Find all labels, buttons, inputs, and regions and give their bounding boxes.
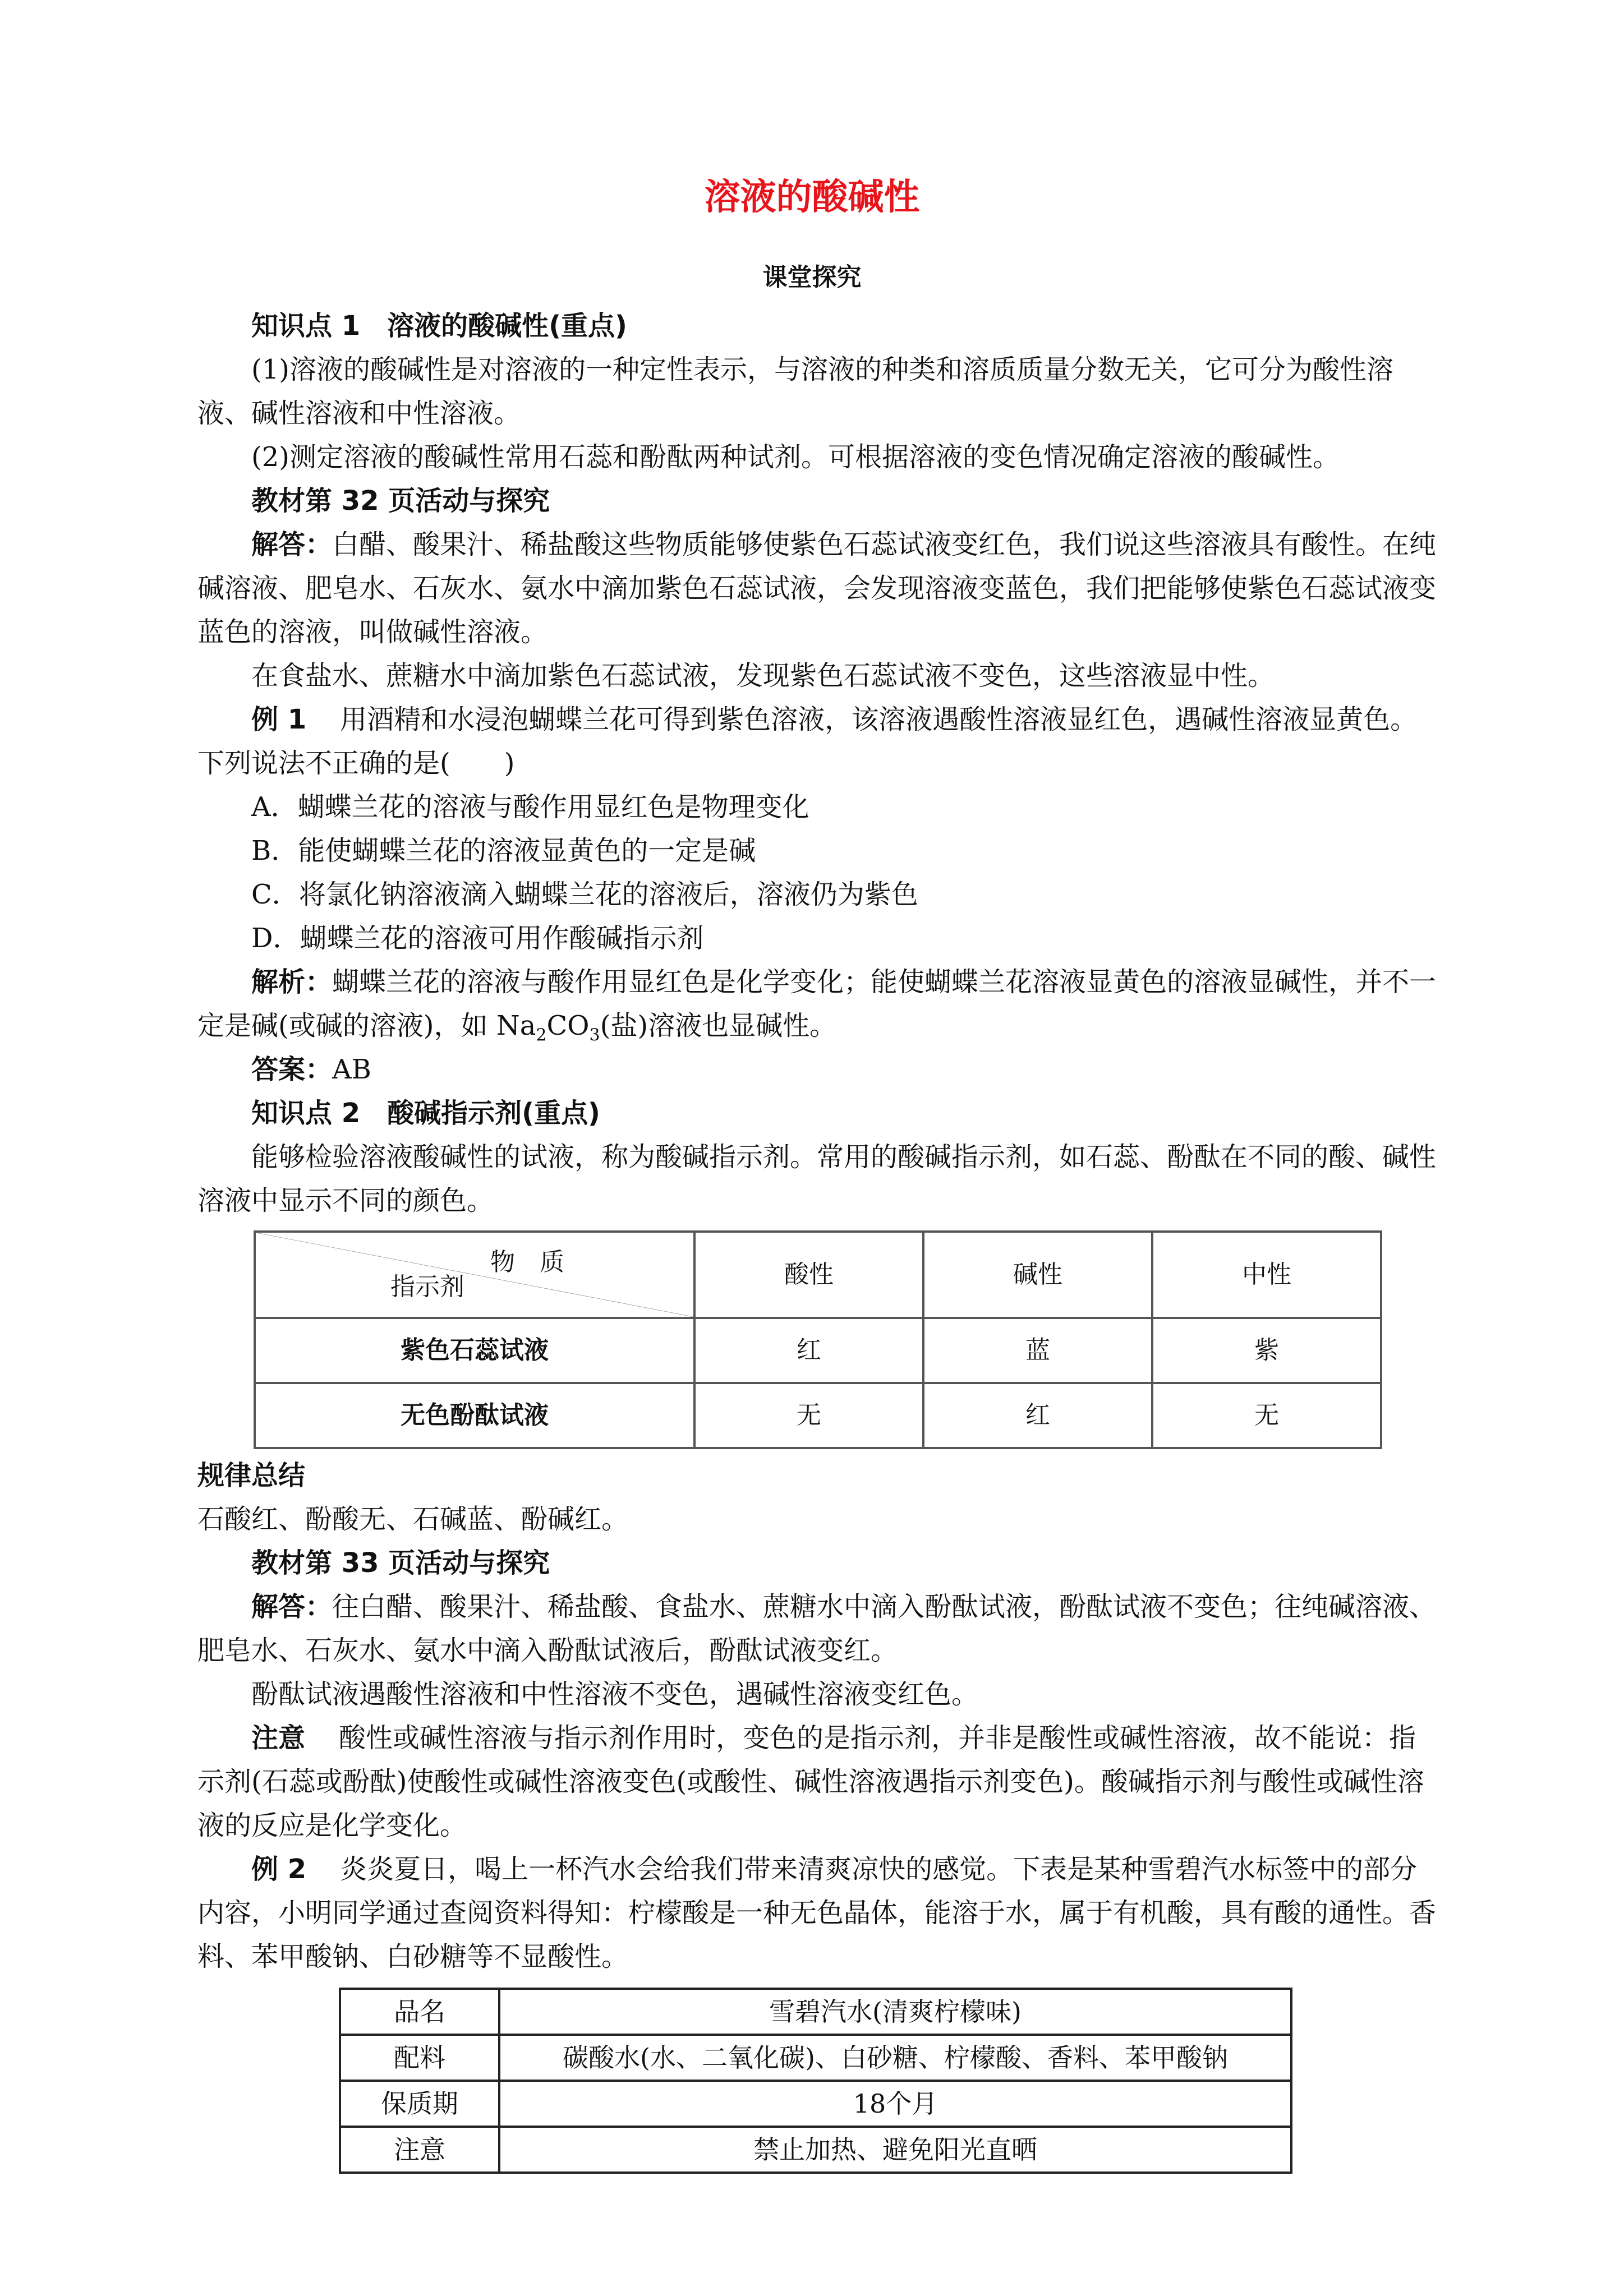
table-row	[340, 2127, 1291, 2173]
label-key: 注意	[340, 2127, 499, 2173]
note-text: 酸性或碱性溶液与指示剂作用时，变色的是指示剂，并非是酸性或碱性溶液，故不能说：指示剂(石蕊或酚酞)使酸性或碱性溶液变色(或酸性、碱性溶液遇指示剂变色)。酸碱指示剂与酸性或碱性溶液的反应是化学变化。	[197, 1722, 1424, 1841]
table-row	[255, 1318, 1381, 1383]
example-1-option-b: B．能使蝴蝶兰花的溶液显黄色的一定是碱	[251, 835, 756, 866]
corner-top-label: 物 质	[490, 1248, 564, 1276]
table-row	[340, 2081, 1291, 2127]
document-body	[197, 304, 1437, 2174]
column-header: 酸性	[694, 1232, 923, 1318]
answer-value: AB	[332, 1054, 371, 1085]
page-title: 溶液的酸碱性	[704, 177, 920, 218]
knowledge-point-2-heading: 知识点 2 酸碱指示剂(重点)	[251, 1098, 600, 1129]
activity-33-para-2: 酚酞试液遇酸性溶液和中性溶液不变色，遇碱性溶液变红色。	[251, 1679, 979, 1710]
example-1-answer	[197, 1048, 1437, 1091]
answer-text: 往白醋、酸果汁、稀盐酸、食盐水、蔗糖水中滴入酚酞试液，酚酞试液不变色；往纯碱溶液、肥皂水、石灰水、氨水中滴入酚酞试液后，酚酞试液变红。	[197, 1591, 1437, 1666]
activity-32-para-2: 在食盐水、蔗糖水中滴加紫色石蕊试液，发现紫色石蕊试液不变色，这些溶液显中性。	[251, 660, 1275, 691]
table-cell: 红	[694, 1318, 923, 1383]
example-1-analysis	[197, 960, 1437, 1048]
note-label: 注意	[251, 1722, 306, 1754]
activity-33-note	[197, 1716, 1437, 1847]
analysis-text: 蝴蝶兰花的溶液与酸作用显红色是化学变化；能使蝴蝶兰花溶液显黄色的溶液显碱性，并不一定是碱(或碱的溶液)，如 Na	[197, 966, 1437, 1041]
knowledge-point-1-para-2: (2)测定溶液的酸碱性常用石蕊和酚酞两种试剂。可根据溶液的变色情况确定溶液的酸碱性。	[251, 441, 1340, 473]
diagonal-divider	[256, 1233, 693, 1317]
knowledge-point-2-para-1: 能够检验溶液酸碱性的试液，称为酸碱指示剂。常用的酸碱指示剂，如石蕊、酚酞在不同的酸、碱性溶液中显示不同的颜色。	[197, 1141, 1437, 1216]
row-header: 无色酚酞试液	[255, 1383, 694, 1448]
table-corner-cell	[255, 1232, 694, 1318]
summary-text: 石酸红、酚酸无、石碱蓝、酚碱红。	[197, 1504, 629, 1535]
activity-33-answer	[197, 1585, 1437, 1672]
table-row	[255, 1383, 1381, 1448]
example-label: 例 1	[251, 704, 307, 735]
column-header: 碱性	[923, 1232, 1152, 1318]
answer-label: 答案：	[251, 1054, 333, 1085]
analysis-label: 解析：	[251, 966, 333, 998]
analysis-text-end: (盐)溶液也显碱性。	[600, 1010, 837, 1041]
example-stem-text: 用酒精和水浸泡蝴蝶兰花可得到紫色溶液，该溶液遇酸性溶液显红色，遇碱性溶液显黄色。下列说法不正确的是( )	[197, 704, 1418, 779]
corner-bottom-label: 指示剂	[390, 1273, 464, 1301]
table-cell: 红	[923, 1383, 1152, 1448]
summary-heading: 规律总结	[197, 1460, 306, 1491]
section-subtitle: 课堂探究	[762, 263, 862, 292]
label-key: 品名	[340, 1989, 499, 2035]
answer-text: 白醋、酸果汁、稀盐酸这些物质能够使紫色石蕊试液变红色，我们说这些溶液具有酸性。在纯碱溶液、肥皂水、石灰水、氨水中滴加紫色石蕊试液，会发现溶液变蓝色，我们把能够使紫色石蕊试液变蓝色的溶液，叫做碱性溶液。	[197, 529, 1437, 648]
label-key: 保质期	[340, 2081, 499, 2127]
table-cell: 紫	[1152, 1318, 1381, 1383]
example-1-option-c: C．将氯化钠溶液滴入蝴蝶兰花的溶液后，溶液仍为紫色	[251, 879, 918, 910]
table-header-row	[255, 1232, 1381, 1318]
analysis-formula: CO	[546, 1010, 590, 1041]
table-row	[340, 1989, 1291, 2035]
activity-32-heading: 教材第 32 页活动与探究	[251, 485, 550, 517]
label-value: 18个月	[499, 2081, 1291, 2127]
table-row	[340, 2035, 1291, 2081]
activity-33-heading: 教材第 33 页活动与探究	[251, 1547, 550, 1579]
example-1-option-d: D．蝴蝶兰花的溶液可用作酸碱指示剂	[251, 923, 704, 954]
label-value: 雪碧汽水(清爽柠檬味)	[499, 1989, 1291, 2035]
column-header: 中性	[1152, 1232, 1381, 1318]
subscript: 3	[589, 1025, 600, 1045]
row-header: 紫色石蕊试液	[255, 1318, 694, 1383]
subscript: 2	[536, 1025, 547, 1045]
example-stem-text: 炎炎夏日，喝上一杯汽水会给我们带来清爽凉快的感觉。下表是某种雪碧汽水标签中的部分内容，小明同学通过查阅资料得知：柠檬酸是一种无色晶体，能溶于水，属于有机酸，具有酸的通性。香料、苯甲酸钠、白砂糖等不显酸性。	[197, 1854, 1437, 1972]
table-cell: 无	[1152, 1383, 1381, 1448]
answer-label: 解答：	[251, 529, 333, 560]
label-value: 碳酸水(水、二氧化碳)、白砂糖、柠檬酸、香料、苯甲酸钠	[499, 2035, 1291, 2081]
example-1-stem	[197, 698, 1437, 785]
knowledge-point-1-heading: 知识点 1 溶液的酸碱性(重点)	[251, 310, 627, 342]
label-key: 配料	[340, 2035, 499, 2081]
example-label: 例 2	[251, 1854, 307, 1885]
activity-32-answer	[197, 523, 1437, 654]
table-cell: 无	[694, 1383, 923, 1448]
knowledge-point-1-para-1: (1)溶液的酸碱性是对溶液的一种定性表示，与溶液的种类和溶质质量分数无关，它可分为酸性溶液、碱性溶液和中性溶液。	[197, 354, 1393, 429]
example-2-stem	[197, 1847, 1437, 1979]
indicator-color-table	[254, 1230, 1382, 1449]
table-cell: 蓝	[923, 1318, 1152, 1383]
label-value: 禁止加热、避免阳光直晒	[499, 2127, 1291, 2173]
answer-label: 解答：	[251, 1591, 333, 1622]
example-1-option-a: A．蝴蝶兰花的溶液与酸作用显红色是物理变化	[251, 791, 809, 823]
product-label-table	[339, 1988, 1292, 2174]
